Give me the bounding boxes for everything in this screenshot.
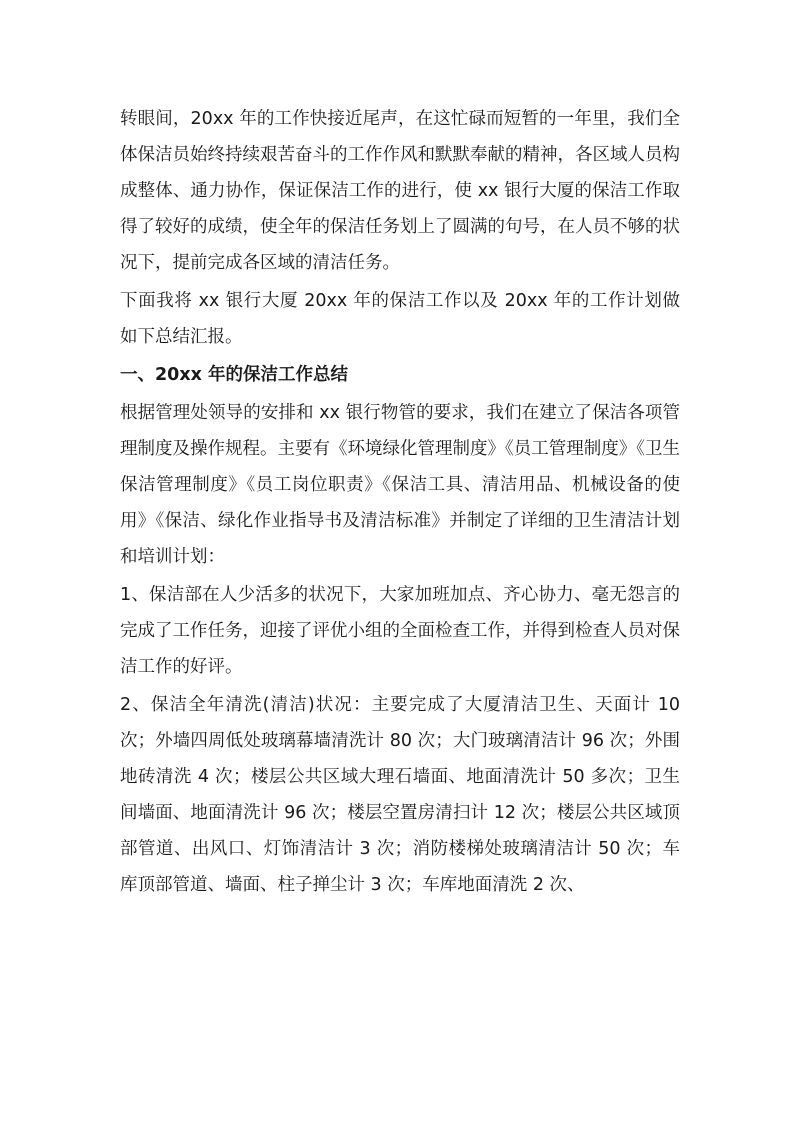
item-2-paragraph: 2、保洁全年清洗(清洁)状况：主要完成了大厦清洁卫生、天面计 10 次；外墙四周低处玻璃幕墙清洗计 80 次；大门玻璃清洁计 96 次；外围地砖清洗 4 次；楼层公共区域大理石墙面、地面清洗计 50 多次；卫生间墙面、地面清洗计 96 次；楼层空置房清扫计 12 次；楼层公共区域顶部管道、出风口、灯饰清洁计 3 次；消防楼梯处玻璃清洁计 50 次；车库顶部管道、墙面、柱子掸尘计 3 次；车库地面清洗 2 次、 (120, 695, 680, 895)
summary-intro-paragraph: 下面我将 xx 银行大厦 20xx 年的保洁工作以及 20xx 年的工作计划做如下总结汇报。 (120, 291, 680, 347)
intro-paragraph: 转眼间，20xx 年的工作快接近尾声，在这忙碌而短暂的一年里，我们全体保洁员始终持续艰苦奋斗的工作作风和默默奉献的精神，各区域人员构成整体、通力协作，保证保洁工作的进行，使 xx 银行大厦的保洁工作取得了较好的成绩，使全年的保洁任务划上了圆满的句号，在人员不够的状况下，提前完成各区域的清洁任务。 (120, 109, 680, 273)
section-heading: 一、20xx 年的保洁工作总结 (120, 365, 349, 385)
management-system-paragraph: 根据管理处领导的安排和 xx 银行物管的要求，我们在建立了保洁各项管理制度及操作规程。主要有《环境绿化管理制度》《员工管理制度》《卫生保洁管理制度》《员工岗位职责》《保洁工具、清洁用品、机械设备的使用》《保洁、绿化作业指导书及清洁标准》并制定了详细的卫生清洁计划和培训计划： (120, 403, 680, 567)
document-body (120, 101, 680, 903)
item-1-paragraph: 1、保洁部在人少活多的状况下，大家加班加点、齐心协力、毫无怨言的完成了工作任务，迎接了评优小组的全面检查工作，并得到检查人员对保洁工作的好评。 (120, 585, 680, 677)
